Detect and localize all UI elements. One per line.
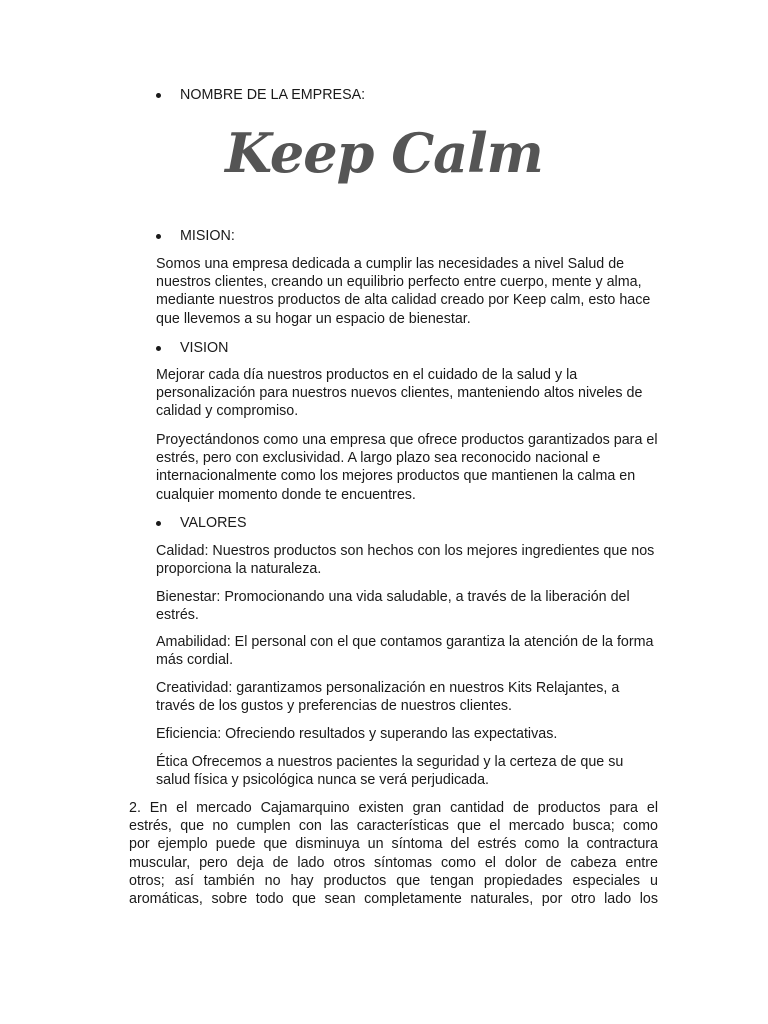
company-name-bullet [155,86,365,104]
section-2-paragraph [129,799,658,908]
value-etica: Ética Ofrecemos a nuestros pacientes la seguridad y la certeza de que su salud física y psicológica nunca se verá perjudicada. [156,754,624,789]
section-2-line: por ejemplo puede que disminuya un síntoma del estrés como la contractura [129,836,658,853]
section-2-line: otros; así también no hay productos que tengan propiedades especiales u [129,872,658,889]
values-heading: VALORES [180,515,247,531]
bullet-dot-icon [156,234,161,239]
vision-paragraph-2: Proyectándonos como una empresa que ofrece productos garantizados para el estrés, pero con exclusividad. A largo plazo sea reconocido nacional e internacionalmente como los mejores productos que mantienen la calma en cualquier momento donde te encuentres. [156,432,658,503]
section-2-line: estrés, que no cumplen con las características que el mercado busca; como [129,818,658,835]
value-amabilidad: Amabilidad: El personal con el que contamos garantiza la atención de la forma más cordial. [156,634,654,669]
section-2-line: aromáticas, sobre todo que sean completamente naturales, por otro lado los [129,891,658,908]
bullet-dot-icon [156,521,161,526]
values-bullet [155,514,246,532]
vision-paragraph-1: Mejorar cada día nuestros productos en el cuidado de la salud y la personalización para nuestros nuevos clientes, manteniendo altos niveles de calidad y compromiso. [156,367,643,420]
mission-heading: MISION: [180,228,235,244]
value-bienestar: Bienestar: Promocionando una vida saludable, a través de la liberación del estrés. [156,589,630,624]
company-name-heading: NOMBRE DE LA EMPRESA: [180,87,366,103]
mission-bullet [155,227,235,245]
bullet-dot-icon [156,346,161,351]
company-logo: Keep Calm [225,121,543,185]
value-calidad: Calidad: Nuestros productos son hechos con los mejores ingredientes que nos proporciona la naturaleza. [156,543,655,578]
mission-text: Somos una empresa dedicada a cumplir las necesidades a nivel Salud de nuestros clientes, creando un equilibrio perfecto entre cuerpo, mente y alma, mediante nuestros productos de alta calidad creado por Keep calm, esto hace que llevemos a su hogar un espacio de bienestar. [156,256,651,327]
section-2-line: 2. En el mercado Cajamarquino existen gran cantidad de productos para el [129,800,658,816]
section-2-line: muscular, pero deja de lado otros síntomas como el dolor de cabeza entre [129,854,658,871]
bullet-dot-icon [156,93,161,98]
vision-bullet [155,339,228,357]
vision-heading: VISION [180,340,229,356]
value-creatividad: Creatividad: garantizamos personalización en nuestros Kits Relajantes, a través de los gustos y preferencias de nuestros clientes. [156,680,620,715]
value-eficiencia: Eficiencia: Ofreciendo resultados y superando las expectativas. [156,726,558,742]
